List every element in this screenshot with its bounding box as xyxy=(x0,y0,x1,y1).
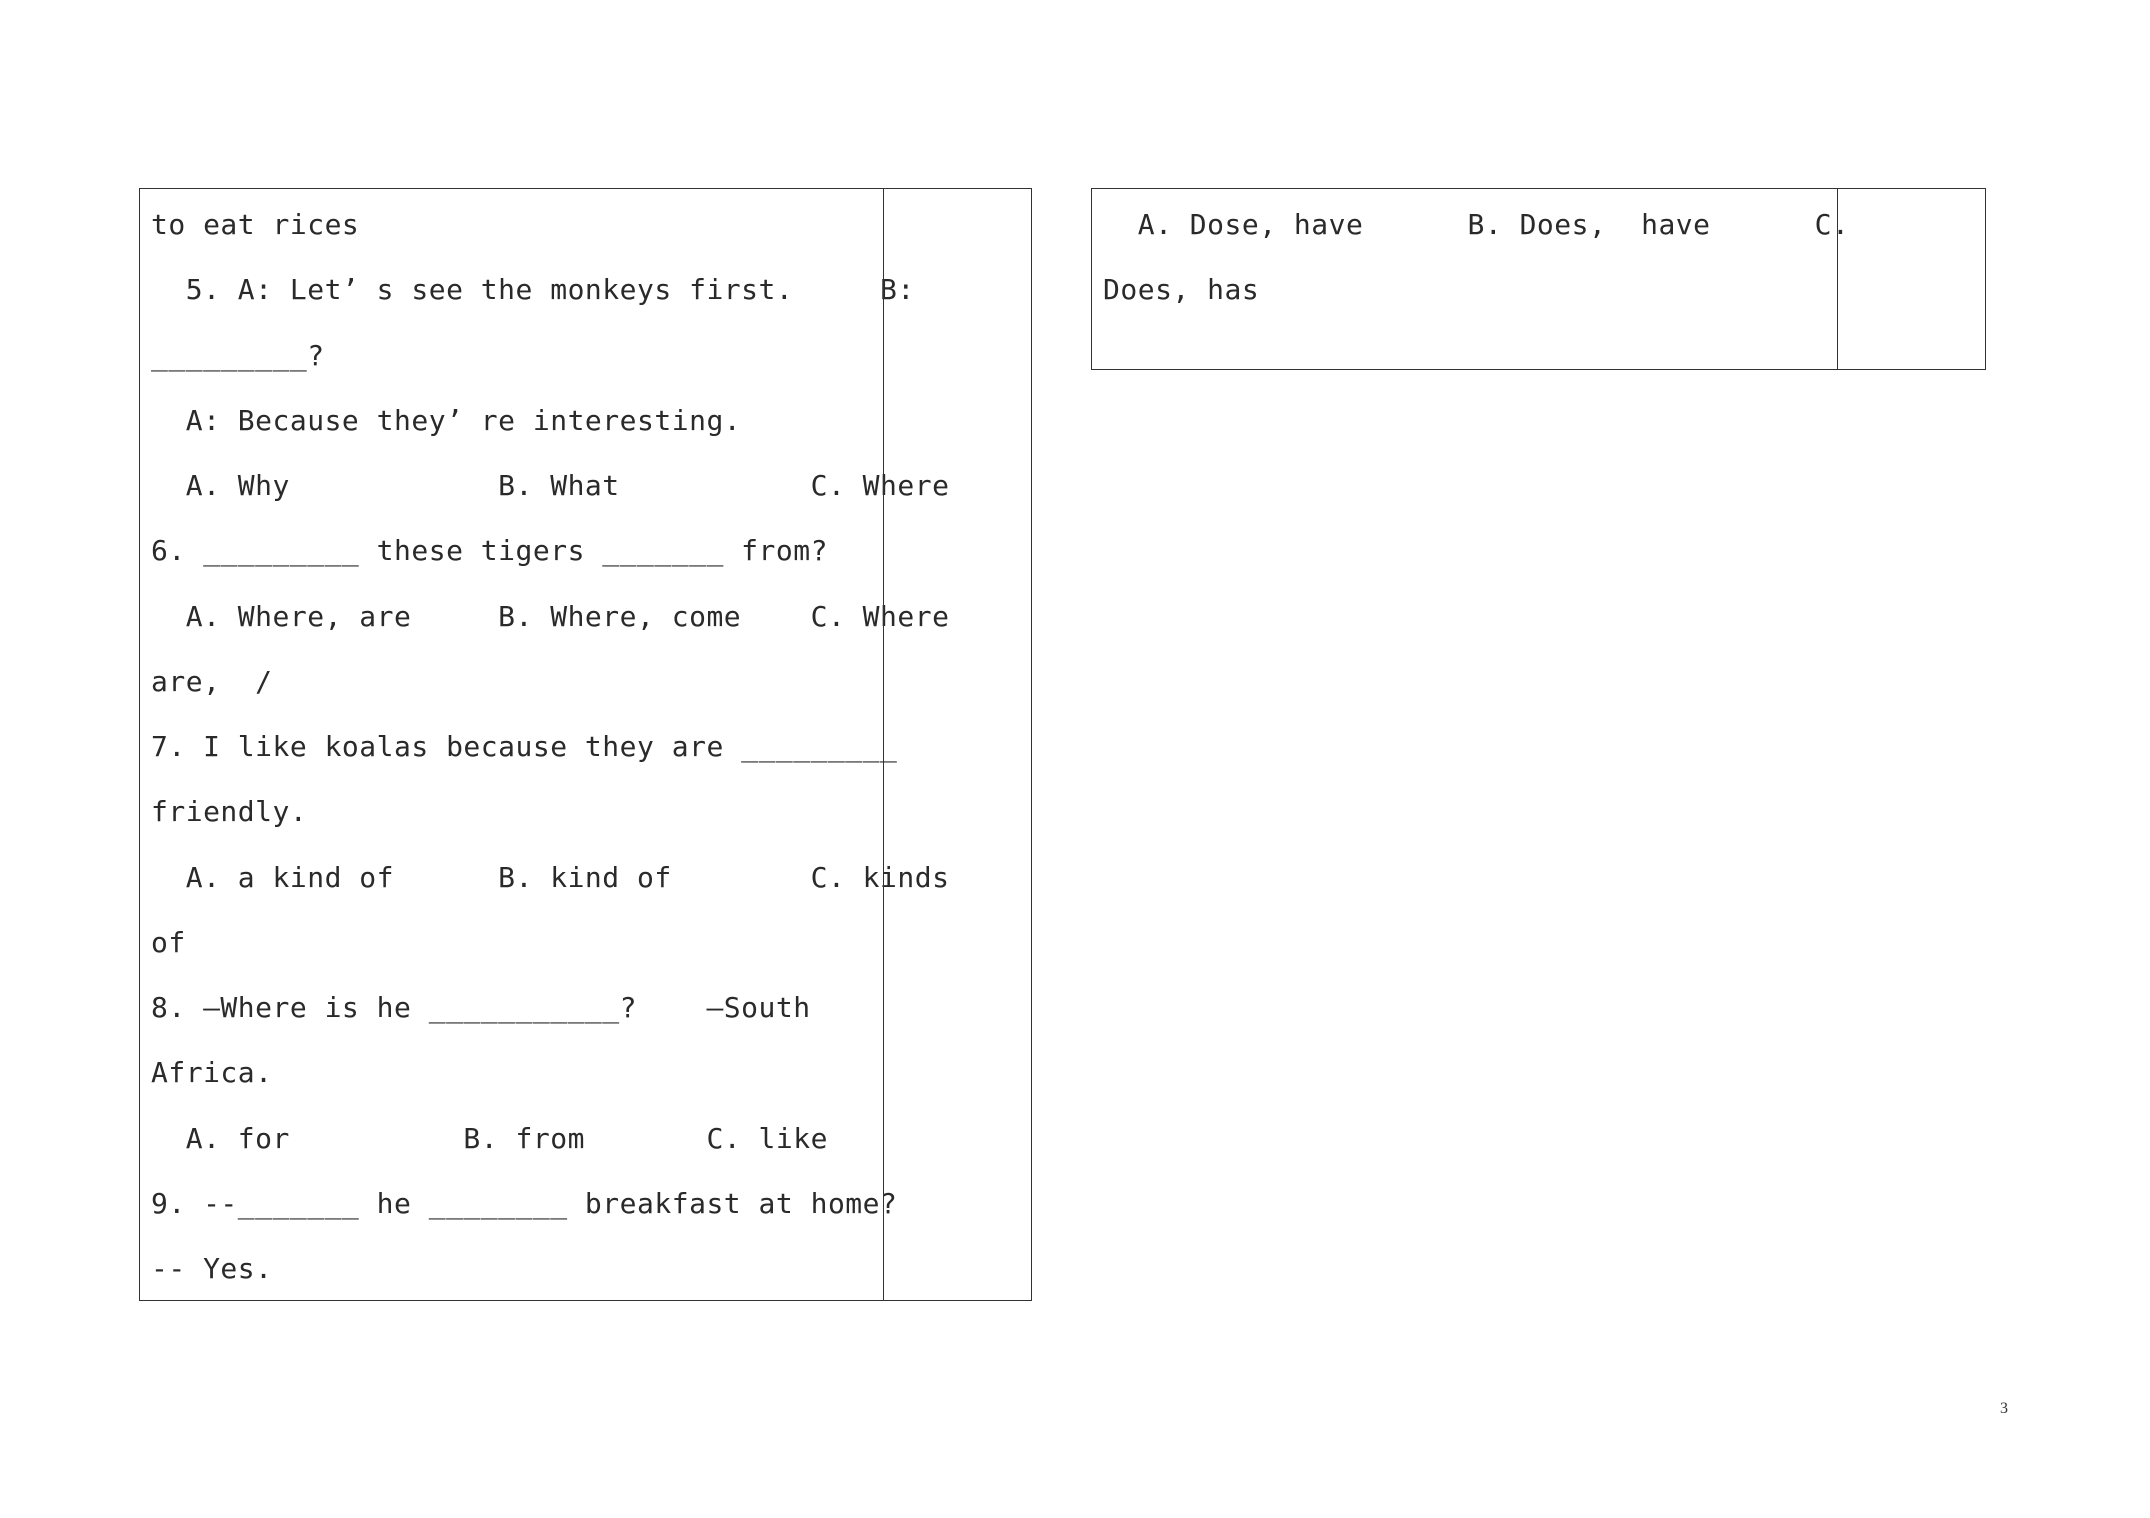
text-line: are, / xyxy=(151,665,273,698)
column-divider xyxy=(1837,189,1838,369)
text-line: A. Dose, have B. Does, have C. xyxy=(1103,208,1850,241)
page-number: 3 xyxy=(2000,1400,2008,1417)
right-question-cell xyxy=(1103,189,1850,369)
text-line: A: Because they’ re interesting. xyxy=(151,404,742,437)
text-line: A. a kind of B. kind of C. kinds xyxy=(151,861,950,894)
left-question-table xyxy=(139,188,1032,1301)
text-line: of xyxy=(151,926,186,959)
text-line: friendly. xyxy=(151,795,308,828)
right-question-table xyxy=(1091,188,1986,370)
text-line: 8. —Where is he ___________? —South xyxy=(151,991,811,1024)
text-line: _________? xyxy=(151,339,325,372)
text-line: to eat rices xyxy=(151,208,360,241)
text-line: 5. A: Let’ s see the monkeys first. B: xyxy=(151,273,915,306)
left-question-cell xyxy=(151,189,950,1300)
text-line: Does, has xyxy=(1103,273,1260,306)
text-line: 6. _________ these tigers _______ from? xyxy=(151,534,828,567)
text-line: 7. I like koalas because they are _________ xyxy=(151,730,898,763)
text-line: A. Where, are B. Where, come C. Where xyxy=(151,600,950,633)
text-line: A. Why B. What C. Where xyxy=(151,469,950,502)
text-line: -- Yes. xyxy=(151,1252,273,1285)
column-divider xyxy=(883,189,884,1300)
text-line: 9. --_______ he ________ breakfast at home? xyxy=(151,1187,898,1220)
text-line: Africa. xyxy=(151,1056,273,1089)
text-line: A. for B. from C. like xyxy=(151,1122,828,1155)
